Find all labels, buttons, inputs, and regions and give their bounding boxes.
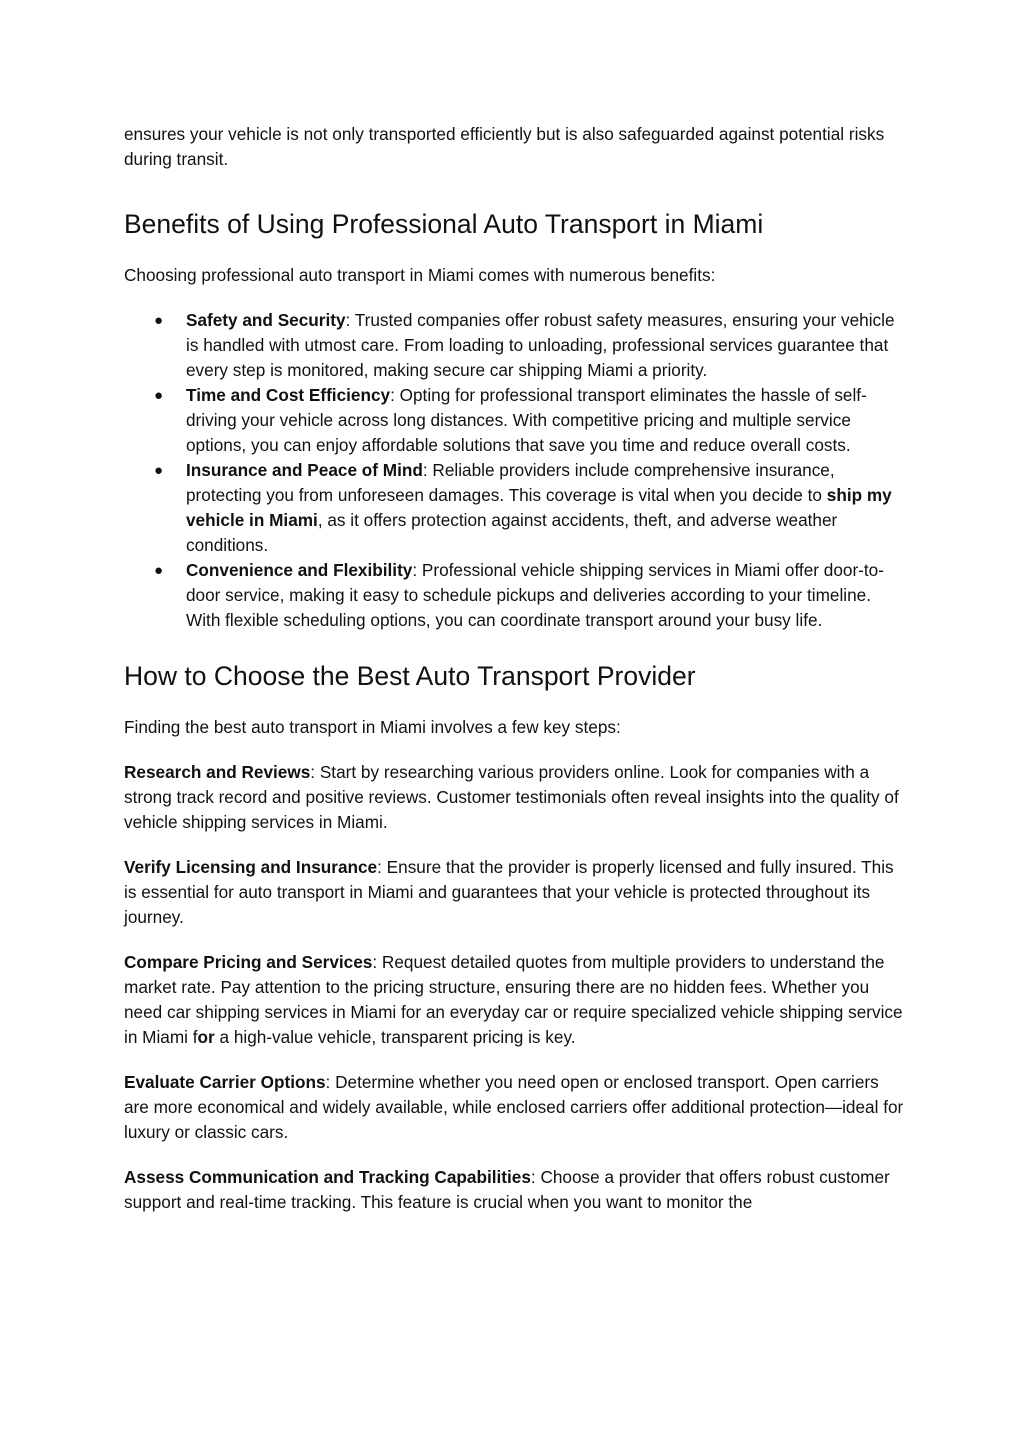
step-text: : Choose a provider that offers robust customer support and real-time tracking. This feature is crucial when you want to monitor the — [124, 1167, 890, 1212]
step-paragraph — [124, 950, 904, 1050]
choose-heading: How to Choose the Best Auto Transport Provider — [124, 661, 696, 691]
list-item — [124, 383, 904, 458]
bullet-icon: ● — [154, 312, 164, 329]
step-text: : Determine whether you need open or enclosed transport. Open carriers are more economical and widely available, while enclosed carriers offer additional protection—ideal for luxury or classic cars. — [124, 1072, 904, 1142]
bullet-icon: ● — [154, 562, 164, 579]
list-item-title: Convenience and Flexibility — [186, 560, 413, 580]
step-paragraph — [124, 760, 904, 835]
list-item — [124, 308, 904, 383]
step-title: Verify Licensing and Insurance — [124, 857, 378, 877]
step-title: Research and Reviews — [124, 762, 311, 782]
list-item-text: : Professional vehicle shipping services in Miami offer door-to-door service, making it easy to schedule pickups and deliveries according to your timeline. With flexible scheduling options, you can coordinate transport around your busy life. — [186, 560, 884, 630]
intro-paragraph: ensures your vehicle is not only transported efficiently but is also safeguarded against potential risks during transit. — [124, 124, 885, 169]
benefits-heading: Benefits of Using Professional Auto Transport in Miami — [124, 209, 764, 239]
step-paragraph — [124, 855, 904, 930]
bullet-icon: ● — [154, 462, 164, 479]
list-item-text: : Trusted companies offer robust safety measures, ensuring your vehicle is handled with utmost care. From loading to unloading, professional services guarantee that every step is monitored, making secure car shipping Miami a priority. — [186, 310, 895, 380]
document-page — [124, 122, 904, 1215]
list-item-text: , as it offers protection against accidents, theft, and adverse weather conditions. — [186, 510, 838, 555]
step-title: Assess Communication and Tracking Capabilities — [124, 1167, 531, 1187]
benefits-intro: Choosing professional auto transport in Miami comes with numerous benefits: — [124, 265, 716, 285]
step-text: : Ensure that the provider is properly licensed and fully insured. This is essential for auto transport in Miami and guarantees that your vehicle is protected throughout its journey. — [124, 857, 894, 927]
choose-intro: Finding the best auto transport in Miami involves a few key steps: — [124, 717, 621, 737]
list-item-title: Time and Cost Efficiency — [186, 385, 391, 405]
list-item-title: Insurance and Peace of Mind — [186, 460, 423, 480]
step-title: Compare Pricing and Services — [124, 952, 373, 972]
list-item-text: : Opting for professional transport eliminates the hassle of self-driving your vehicle across long distances. With competitive pricing and multiple service options, you can enjoy affordable solutions that save you time and reduce overall costs. — [186, 385, 867, 455]
list-item — [124, 458, 904, 558]
step-paragraph — [124, 1070, 904, 1145]
step-text: : Request detailed quotes from multiple providers to understand the market rate. Pay attention to the pricing structure, ensuring there are no hidden fees. Whether you need car shipping services in Miami for an everyday car or require specialized vehicle shipping service in Miami f — [124, 952, 903, 1047]
list-item — [124, 558, 904, 633]
step-paragraph — [124, 1165, 904, 1215]
list-item-title: Safety and Security — [186, 310, 346, 330]
step-text: : Start by researching various providers online. Look for companies with a strong track record and positive reviews. Customer testimonials often reveal insights into the quality of vehicle shipping services in Miami. — [124, 762, 899, 832]
bullet-icon: ● — [154, 387, 164, 404]
step-text: a high-value vehicle, transparent pricing is key. — [214, 1027, 576, 1047]
benefits-list — [124, 308, 904, 633]
step-title: Evaluate Carrier Options — [124, 1072, 326, 1092]
step-keyword: or — [197, 1027, 215, 1047]
list-item-keyword: ship my vehicle in Miami — [186, 485, 892, 530]
list-item-text: : Reliable providers include comprehensive insurance, protecting you from unforeseen damages. This coverage is vital when you decide to — [186, 460, 835, 505]
